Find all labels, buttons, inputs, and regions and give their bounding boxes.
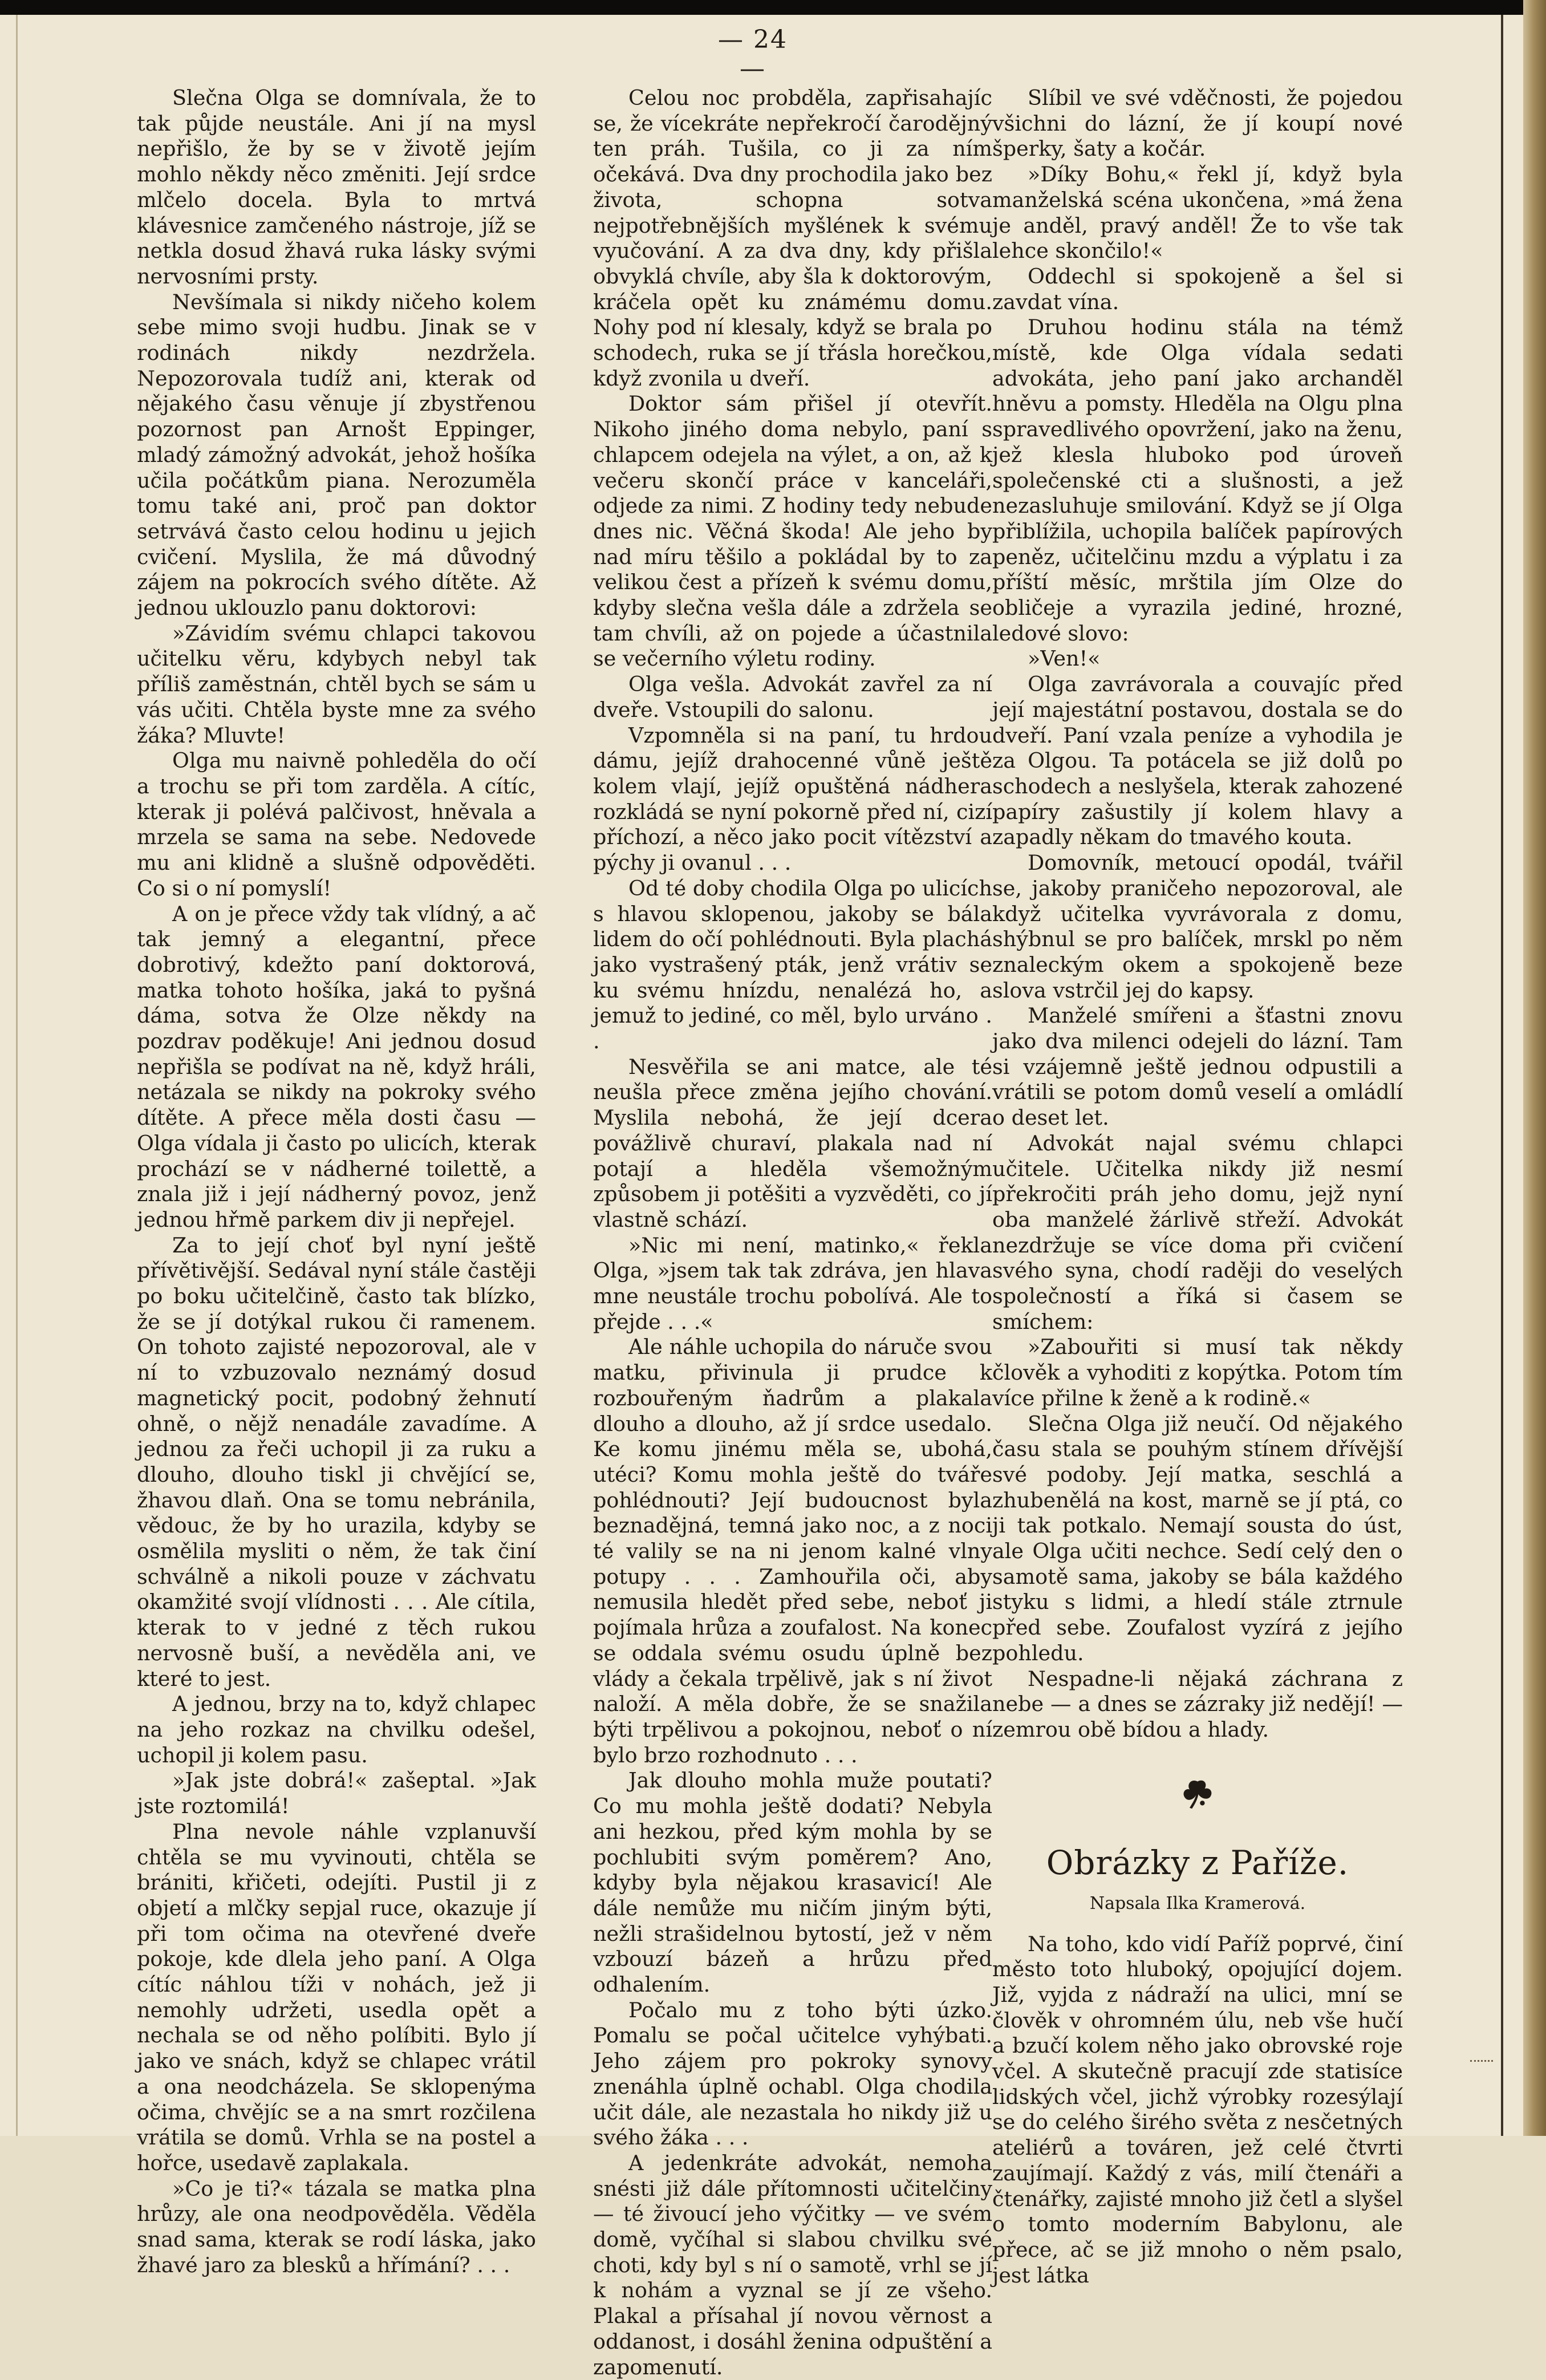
article-byline: Napsala Ilka Kramerová. xyxy=(1089,1893,1306,1913)
paragraph: Slečna Olga již neučí. Od nějakého času stala se pouhým stínem dřívější své podoby. Její matka, seschlá a zhubenělá na kost, marně se jí ptá, co ji tak potkalo. Nemají sousta do úst, ale Olga učiti nechce. Sedí celý den o samotě sama, jakoby se bála každého styku s lidmi, a hledí stále ztrnule před sebe. Zoufalost vyzírá z jejího pohledu. xyxy=(992,1411,1403,1665)
article-title: Obrázky z Paříže. xyxy=(1046,1843,1349,1882)
paragraph: A on je přece vždy tak vlídný, a ač tak jemný a elegantní, přece dobrotivý, kdežto paní doktorová, matka tohoto hošíka, jaká to pyšná dáma, sotva že Olze někdy na pozdrav poděkuje! Ani jednou dosud nepřišla se podívat na ně, když hráli, netázala se nikdy na pokroky svého dítěte. A přece měla dosti času — Olga vídala ji často po ulicích, kterak prochází se v nádherné toilettě, a znala již i její nádherný povoz, jenž jednou hřmě parkem div ji nepřejel. xyxy=(137,901,536,1232)
left-margin-line xyxy=(16,15,18,2136)
paragraph: »Nic mi není, matinko,« řekla Olga, »jsem tak tak zdráva, jen hlava mne neustále trochu pobolívá. Ale to přejde . . .« xyxy=(593,1232,992,1334)
paragraph: »Závidím svému chlapci takovou učitelku věru, kdybych nebyl tak příliš zaměstnán, chtěl bych se sám u vás učiti. Chtěla byste mne za svého žáka? Mluvte! xyxy=(137,621,536,748)
paragraph: Od té doby chodila Olga po ulicích s hlavou sklopenou, jakoby se bála lidem do očí pohlédnouti. Byla plachá jako vystrašený pták, jenž vrátiv se ku svému hnízdu, nenalézá ho, a jemuž to jediné, co měl, bylo urváno . . xyxy=(593,875,992,1054)
paragraph: Celou noc probděla, zapřisahajíc se, že vícekráte nepřekročí čarodějný ten práh. Tušila, co ji za ním očekává. Dva dny prochodila jako bez života, schopna sotva nejpotřebnějších myšlének k svému vyučování. A za dva dny, kdy přišla obvyklá chvíle, aby šla k doktorovým, kráčela opět ku známému domu. Nohy pod ní klesaly, když se brala po schodech, ruka se jí třásla horečkou, když zvonila u dveří. xyxy=(593,86,992,391)
text-column-1 xyxy=(137,86,536,2277)
text-column-2 xyxy=(593,86,992,2379)
paragraph: Nevšímala si nikdy ničeho kolem sebe mimo svoji hudbu. Jinak se v rodinách nikdy nezdržela. Nepozorovala tudíž ani, kterak od nějakého času věnuje jí zbystřenou pozornost pan Arnošt Eppinger, mladý zámožný advokát, jehož hošíka učila počátkům piana. Nerozuměla tomu také ani, proč pan doktor setrvává často celou hodinu u jejich cvičení. Myslila, že má důvodný zájem na pokrocích svého dítěte. Až jednou uklouzlo panu doktorovi: xyxy=(137,289,536,621)
paragraph: A jedenkráte advokát, nemoha snésti již dále přítomnosti učitelčiny — té živoucí jeho výčitky — ve svém domě, vyčíhal si slabou chvilku své choti, kdy byl s ní o samotě, vrhl se jí k nohám a vyznal se jí ze všeho. Plakal a přísahal jí novou věrnost a oddanost, i dosáhl ženina odpuštění a zapomenutí. xyxy=(593,2150,992,2379)
text-column-3 xyxy=(992,86,1403,2288)
paragraph: Slečna Olga se domnívala, že to tak půjde neustále. Ani jí na mysl nepřišlo, že by se v životě jejím mohlo někdy něco změniti. Její srdce mlčelo docela. Byla to mrtvá klávesnice zamčeného nástroje, jíž se netkla dosud žhavá ruka lásky svými nervosními prsty. xyxy=(137,86,536,289)
leaf-ornament-icon xyxy=(1178,1774,1218,1814)
paragraph: Ale náhle uchopila do náruče svou matku, přivinula ji prudce k rozbouřeným ňadrům a plakala dlouho a dlouho, až jí srdce usedalo. Ke komu jinému měla se, ubohá, utéci? Komu mohla ještě do tváře pohlédnouti? Její budoucnost byla beznadějná, temná jako noc, a z noci té valily se na ni jenom kalné vlny potupy . . . Zamhouřila oči, aby nemusila hledět před sebe, neboť ji pojímala hrůza a zoufalost. Na konec se oddala svému osudu úplně bez vlády a čekala trpělivě, jak s ní život naloží. A měla dobře, že se snažila býti trpělivou a pokojnou, neboť o ní bylo brzo rozhodnuto . . . xyxy=(593,1335,992,1767)
paragraph: Olga zavrávorala a couvajíc před její majestátní postavou, dostala se do dveří. Paní vzala peníze a vyhodila je za Olgou. Ta potácela se již dolů po schodech a neslyšela, kterak zahozené papíry zašustily jí kolem hlavy a zapadly někam do tmavého kouta. xyxy=(992,672,1403,850)
paragraph: Počalo mu z toho býti úzko. Pomalu se počal učitelce vyhýbati. Jeho zájem pro pokroky synovy znenáhla úplně ochabl. Olga chodila učit dále, ale nezastala ho nikdy již u svého žáka . . . xyxy=(593,1997,992,2150)
print-speck xyxy=(1470,2060,1493,2065)
paragraph: Olga mu naivně pohleděla do očí a trochu se při tom zarděla. A cítíc, kterak ji polévá palčivost, hněvala a mrzela se sama na sebe. Nedovede mu ani klidně a slušně odpověděti. Co si o ní pomyslí! xyxy=(137,748,536,901)
paragraph: Doktor sám přišel jí otevřít. Nikoho jiného doma nebylo, paní s chlapcem odejela na výlet, a on, až k večeru skončí práce v kanceláři, odjede za nimi. Z hodiny tedy nebude dnes nic. Věčná škoda! Ale jeho by nad míru těšilo a pokládal by to za velikou čest a přízeň k svému domu, kdyby slečna vešla dále a zdržela se tam chvíli, až on pojede a účastnila se večerního výletu rodiny. xyxy=(593,391,992,671)
paragraph: »Co je ti?« tázala se matka plna hrůzy, ale ona neodpověděla. Věděla snad sama, kterak se rodí láska, jako žhavé jaro za blesků a hřímání? . . . xyxy=(137,2176,536,2277)
paragraph: Plna nevole náhle vzplanuvší chtěla se mu vyvinouti, chtěla se brániti, křičeti, odejíti. Pustil ji z objetí a mlčky sepjal ruce, okazuje jí při tom očima na otevřené dveře pokoje, kde dlela jeho paní. A Olga cítíc náhlou tíži v nohách, jež ji nemohly udržeti, usedla opět a nechala se od něho políbiti. Bylo jí jako ve snách, když se chlapec vrátil a ona neodcházela. Se sklopenýma očima, chvějíc se a na smrt rozčilena vrátila se domů. Vrhla se na postel a hořce, usedavě zaplakala. xyxy=(137,1819,536,2175)
paragraph: »Jak jste dobrá!« zašeptal. »Jak jste roztomilá! xyxy=(137,1768,536,1819)
paragraph: Domovník, metoucí opodál, tvářil se, jakoby praničeho nepozoroval, ale když učitelka vyvrávorala z domu, shýbnul se pro balíček, mrskl po něm znaleckým okem a spokojeně beze slova vstrčil jej do kapsy. xyxy=(992,850,1403,1003)
paragraph: Jak dlouho mohla muže poutati? Co mu mohla ještě dodati? Nebyla ani hezkou, před kým mohla by se pochlubiti svým poměrem? Ano, kdyby byla nějakou krasavicí! Ale dále nemůže mu ničím jiným býti, nežli strašidelnou bytostí, jež v něm vzbouzí bázeň a hrůzu před odhalením. xyxy=(593,1768,992,1997)
scan-top-edge xyxy=(0,0,1546,15)
paragraph: Oddechl si spokojeně a šel si zavdat vína. xyxy=(992,263,1403,314)
paragraph: Vzpomněla si na paní, tu hrdou dámu, jejíž drahocenné vůně ještě kolem vlají, jejíž opuštěná nádhera rozkládá se nyní pokorně před ní, cizí příchozí, a něco jako pocit vítězství a pýchy ji ovanul . . . xyxy=(593,723,992,875)
paragraph: »Ven!« xyxy=(1028,646,1101,671)
paragraph: »Díky Bohu,« řekl jí, když byla manželská scéna ukončena, »má žena je anděl, pravý anděl! Že to vše tak lehce skončilo!« xyxy=(992,162,1403,263)
paragraph: Druhou hodinu stála na témž místě, kde Olga vídala sedati advokáta, jeho paní jako archanděl hněvu a pomsty. Hleděla na Olgu plna spravedlivého opovržení, jako na ženu, jež klesla hluboko pod úroveň společenské cti a slušnosti, a jež nezasluhuje smilování. Když se jí Olga přiblížila, uchopila balíček papírových peněz, učitelčinu mzdu a výplatu i za příští měsíc, mrštila jím Olze do obličeje a vyrazila jediné, hrozné, ledové slovo: xyxy=(992,315,1403,646)
paragraph: Za to její choť byl nyní ještě přívětivější. Sedával nyní stále častěji po boku učitelčině, často tak blízko, že se jí dotýkal rukou či ramenem. On tohoto zajisté nepozoroval, ale v ní to vzbuzovalo neznámý dosud magnetický pocit, podobný žehnutí ohně, o nějž nenadále zavadíme. A jednou za řeči uchopil ji za ruku a dlouho, dlouho tiskl ji chvějící se, žhavou dlaň. Ona se tomu nebránila, vědouc, že by ho urazila, kdyby se osmělila mysliti o něm, že tak činí schválně a nikoli pouze v záchvatu okamžité svojí vlídnosti . . . Ale cítila, kterak to v jedné z těch rukou nervosně buší, a nevěděla ani, ve které to jest. xyxy=(137,1232,536,1691)
paragraph: Nesvěřila se ani matce, ale té neušla přece změna jejího chování. Myslila nebohá, že její dcera povážlivě churaví, plakala nad ní potají a hleděla všemožným způsobem ji potěšiti a vyzvěděti, co jí vlastně schází. xyxy=(593,1054,992,1232)
paragraph: Na toho, kdo vidí Paříž poprvé, činí město toto hluboký, opojující dojem. Již, vyjda z nádraží na ulici, mní se člověk v ohromném úlu, neb vše hučí a bzučí kolem něho jako obrovské roje včel. A skutečně pracují zde statisíce lidských včel, jichž výrobky rozesýlají se do celého širého světa z nesčetných ateliérů a továren, jež celé čtvrti zaujímají. Každý z vás, milí čtenáři a čtenářky, zajisté mnoho již četl a slyšel o tomto moderním Babylonu, ale přece, ač se již mnoho o něm psalo, jest látka xyxy=(992,1931,1403,2288)
paragraph: Olga vešla. Advokát zavřel za ní dveře. Vstoupili do salonu. xyxy=(593,672,992,722)
right-margin-line xyxy=(1501,15,1503,2136)
paragraph: A jednou, brzy na to, když chlapec na jeho rozkaz na chvilku odešel, uchopil ji kolem pasu. xyxy=(137,1692,536,1767)
paragraph: Slíbil ve své vděčnosti, že pojedou všichni do lázní, že jí koupí nové šperky, šaty a kočár. xyxy=(992,86,1403,161)
paragraph: Advokát najal svému chlapci učitele. Učitelka nikdy již nesmí překročiti práh jeho domu, jejž nyní oba manželé žárlivě střeží. Advokát nezdržuje se více doma při cvičení svého syna, chodí raději do veselých společností a říká si časem se smíchem: xyxy=(992,1130,1403,1334)
paragraph: »Zabouřiti si musí tak někdy člověk a vyhoditi z kopýtka. Potom tím více přilne k ženě a k rodině.« xyxy=(992,1335,1403,1410)
page-edge xyxy=(1523,0,1546,2136)
paragraph: Nespadne-li nějaká záchrana z nebe — a dnes se zázraky již nedějí! — zemrou obě bídou a hlady. xyxy=(992,1666,1403,1742)
fleuron-ornament xyxy=(992,1774,1403,1820)
page-number: — 24 — xyxy=(718,25,788,83)
paragraph: Manželé smířeni a šťastni znovu jako dva milenci odejeli do lázní. Tam si vzájemně ještě jednou odpustili a vrátili se potom domů veselí a omládlí o deset let. xyxy=(992,1003,1403,1130)
